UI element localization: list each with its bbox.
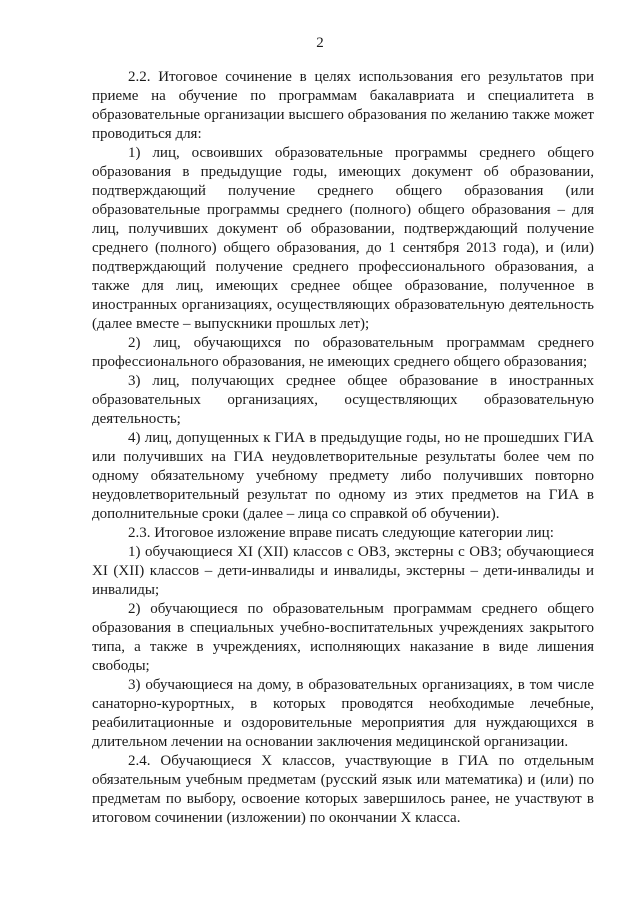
list-item-2-2-4: 4) лиц, допущенных к ГИА в предыдущие годы, но не прошедших ГИА или получивших на ГИА неудовлетворительные результаты более чем по одному обязательному учебному предмету либо получивших повторно неудовлетворительный результат по одному из этих предметов на ГИА в дополнительные сроки (далее – лица со справкой об обучении). [92, 430, 594, 522]
list-item-2-3-2: 2) обучающиеся по образовательным программам среднего общего образования в специальных учебно-воспитательных учреждениях закрытого типа, а также в учреждениях, исполняющих наказание в виде лишения свободы; [92, 601, 594, 674]
paragraph-2-3: 2.3. Итоговое изложение вправе писать следующие категории лиц: [128, 525, 554, 541]
list-item-2-2-1: 1) лиц, освоивших образовательные программы среднего общего образования в предыдущие годы, имеющих документ об образовании, подтверждающий получение среднего общего образования (или образовательные программы среднего (полного) общего образования – для лиц, получивших документ об образовании, подтверждающий получение среднего (полного) общего образования, до 1 сентября 2013 года), и (или) подтверждающий получение среднего профессионального образования, а также для лиц, имеющих среднее общее образование, полученное в иностранных организациях, осуществляющих образовательную деятельность (далее вместе – выпускники прошлых лет); [92, 145, 594, 332]
list-item-2-3-1: 1) обучающиеся XI (XII) классов с ОВЗ, экстерны с ОВЗ; обучающиеся XI (XII) классов – дети-инвалиды и инвалиды, экстерны – дети-инвалиды и инвалиды; [92, 544, 594, 598]
list-item-2-3-3: 3) обучающиеся на дому, в образовательных организациях, в том числе санаторно-курортных, в которых проводятся необходимые лечебные, реабилитационные и оздоровительные мероприятия для нуждающихся в длительном лечении на основании заключения медицинской организации. [92, 677, 594, 750]
list-item-2-2-2: 2) лиц, обучающихся по образовательным программам среднего профессионального образования, не имеющих среднего общего образования; [92, 335, 594, 370]
document-body [92, 68, 594, 828]
list-item-2-2-3: 3) лиц, получающих среднее общее образование в иностранных образовательных организациях, осуществляющих образовательную деятельность; [92, 373, 594, 427]
paragraph-2-4: 2.4. Обучающиеся X классов, участвующие в ГИА по отдельным обязательным учебным предметам (русский язык или математика) и (или) по предметам по выбору, освоение которых завершилось ранее, не участвуют в итоговом сочинении (изложении) по окончании X класса. [92, 753, 594, 826]
page-number: 2 [316, 35, 324, 51]
paragraph-2-2: 2.2. Итоговое сочинение в целях использования его результатов при приеме на обучение по программам бакалавриата и специалитета в образовательные организации высшего образования по желанию также может проводиться для: [92, 69, 594, 142]
